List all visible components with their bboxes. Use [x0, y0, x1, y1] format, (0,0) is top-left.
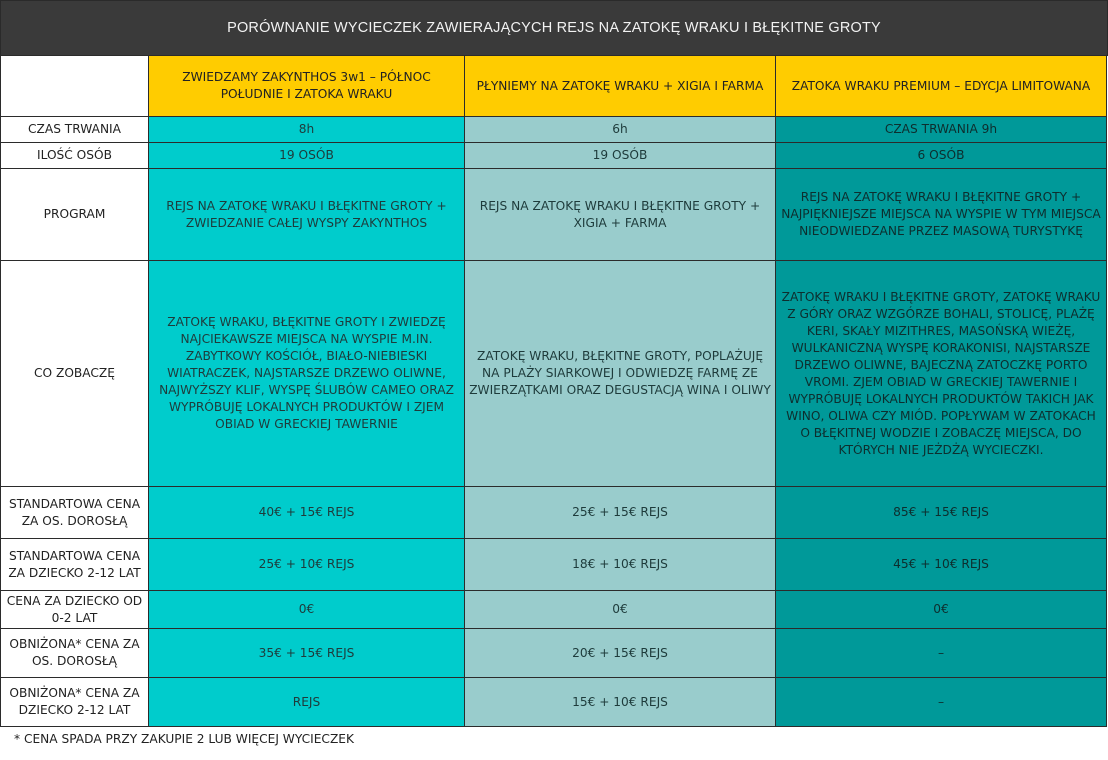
column-header-xigia: PŁYNIEMY NA ZATOKĘ WRAKU + XIGIA I FARMA [465, 56, 776, 117]
table-cell: REJS NA ZATOKĘ WRAKU I BŁĘKITNE GROTY + NAJPIĘKNIEJSZE MIEJSCA NA WYSPIE W TYM MIEJSCA NIEODWIEDZANE PRZEZ MASOWĄ TURYSTYKĘ [776, 169, 1107, 261]
table-cell: 25€ + 10€ REJS [149, 539, 465, 591]
table-cell: 25€ + 15€ REJS [465, 487, 776, 539]
table-row [1, 591, 1107, 629]
table-row [1, 678, 1107, 727]
table-cell: 0€ [776, 591, 1107, 629]
column-header-3w1: ZWIEDZAMY ZAKYNTHOS 3w1 – PÓŁNOC POŁUDNIE I ZATOKA WRAKU [149, 56, 465, 117]
table-cell: – [776, 629, 1107, 678]
table-row [1, 143, 1107, 169]
table-row [1, 261, 1107, 487]
table-cell: 8h [149, 117, 465, 143]
table-cell: 6 OSÓB [776, 143, 1107, 169]
table-cell: ZATOKĘ WRAKU, BŁĘKITNE GROTY, POPLAŻUJĘ NA PLAŻY SIARKOWEJ I ODWIEDZĘ FARMĘ ZE ZWIERZĄTKAMI ORAZ DEGUSTACJĄ WINA I OLIWY [465, 261, 776, 487]
comparison-table [0, 55, 1107, 727]
row-label: CO ZOBACZĘ [1, 261, 149, 487]
row-label: CENA ZA DZIECKO OD 0-2 LAT [1, 591, 149, 629]
table-cell: CZAS TRWANIA 9h [776, 117, 1107, 143]
row-label: STANDARTOWA CENA ZA DZIECKO 2-12 LAT [1, 539, 149, 591]
row-label: CZAS TRWANIA [1, 117, 149, 143]
column-header-premium: ZATOKA WRAKU PREMIUM – EDYCJA LIMITOWANA [776, 56, 1107, 117]
row-label: OBNIŻONA* CENA ZA DZIECKO 2-12 LAT [1, 678, 149, 727]
table-cell: REJS [149, 678, 465, 727]
table-cell: ZATOKĘ WRAKU I BŁĘKITNE GROTY, ZATOKĘ WRAKU Z GÓRY ORAZ WZGÓRZE BOHALI, STOLICĘ, PLAŻĘ KERI, SKAŁY MIZITHRES, MASOŃSKĄ WIEŻĘ, WULKANICZNĄ WYSPĘ KORAKONISI, NAJSTARSZE DRZEWO OLIWNE, BAJECZNĄ ZATOCZKĘ PORTO VROMI. ZJEM OBIAD W GRECKIEJ TAWERNIE I WYPRÓBUJĘ LOKALNYCH PRODUKTÓW TAKICH JAK WINO, OLIWA CZY MIÓD. POPŁYWAM W ZATOKACH O BŁĘKITNEJ WODZIE I ZOBACZĘ MIEJSCA, DO KTÓRYCH NIE JEŻDŻĄ WYCIECZKI. [776, 261, 1107, 487]
table-cell: 85€ + 15€ REJS [776, 487, 1107, 539]
row-label: PROGRAM [1, 169, 149, 261]
table-cell: 19 OSÓB [465, 143, 776, 169]
table-cell: REJS NA ZATOKĘ WRAKU I BŁĘKITNE GROTY + XIGIA + FARMA [465, 169, 776, 261]
table-row [1, 629, 1107, 678]
row-label: ILOŚĆ OSÓB [1, 143, 149, 169]
table-cell: ZATOKĘ WRAKU, BŁĘKITNE GROTY I ZWIEDZĘ NAJCIEKAWSZE MIEJSCA NA WYSPIE M.IN. ZABYTKOWY KOŚCIÓŁ, BIAŁO-NIEBIESKI WIATRACZEK, NAJSTARSZE DRZEWO OLIWNE, NAJWYŻSZY KLIF, WYSPĘ ŚLUBÓW CAMEO ORAZ WYPRÓBUJĘ LOKALNYCH PRODUKTÓW I ZJEM OBIAD W GRECKIEJ TAWERNIE [149, 261, 465, 487]
table-cell: 0€ [465, 591, 776, 629]
table-cell: 40€ + 15€ REJS [149, 487, 465, 539]
table-cell: 20€ + 15€ REJS [465, 629, 776, 678]
footnote: * CENA SPADA PRZY ZAKUPIE 2 LUB WIĘCEJ WYCIECZEK [14, 732, 354, 746]
table-cell: 45€ + 10€ REJS [776, 539, 1107, 591]
table-row [1, 487, 1107, 539]
header-blank-cell [1, 56, 149, 117]
row-label: OBNIŻONA* CENA ZA OS. DOROSŁĄ [1, 629, 149, 678]
table-cell: 19 OSÓB [149, 143, 465, 169]
table-cell: 35€ + 15€ REJS [149, 629, 465, 678]
table-cell: 15€ + 10€ REJS [465, 678, 776, 727]
table-cell: 0€ [149, 591, 465, 629]
table-cell: – [776, 678, 1107, 727]
table-row [1, 169, 1107, 261]
table-cell: REJS NA ZATOKĘ WRAKU I BŁĘKITNE GROTY + ZWIEDZANIE CAŁEJ WYSPY ZAKYNTHOS [149, 169, 465, 261]
row-label: STANDARTOWA CENA ZA OS. DOROSŁĄ [1, 487, 149, 539]
page-title: PORÓWNANIE WYCIECZEK ZAWIERAJĄCYCH REJS NA ZATOKĘ WRAKU I BŁĘKITNE GROTY [0, 0, 1108, 56]
table-cell: 18€ + 10€ REJS [465, 539, 776, 591]
table-cell: 6h [465, 117, 776, 143]
table-row [1, 539, 1107, 591]
table-row [1, 117, 1107, 143]
table-header-row [1, 56, 1107, 117]
